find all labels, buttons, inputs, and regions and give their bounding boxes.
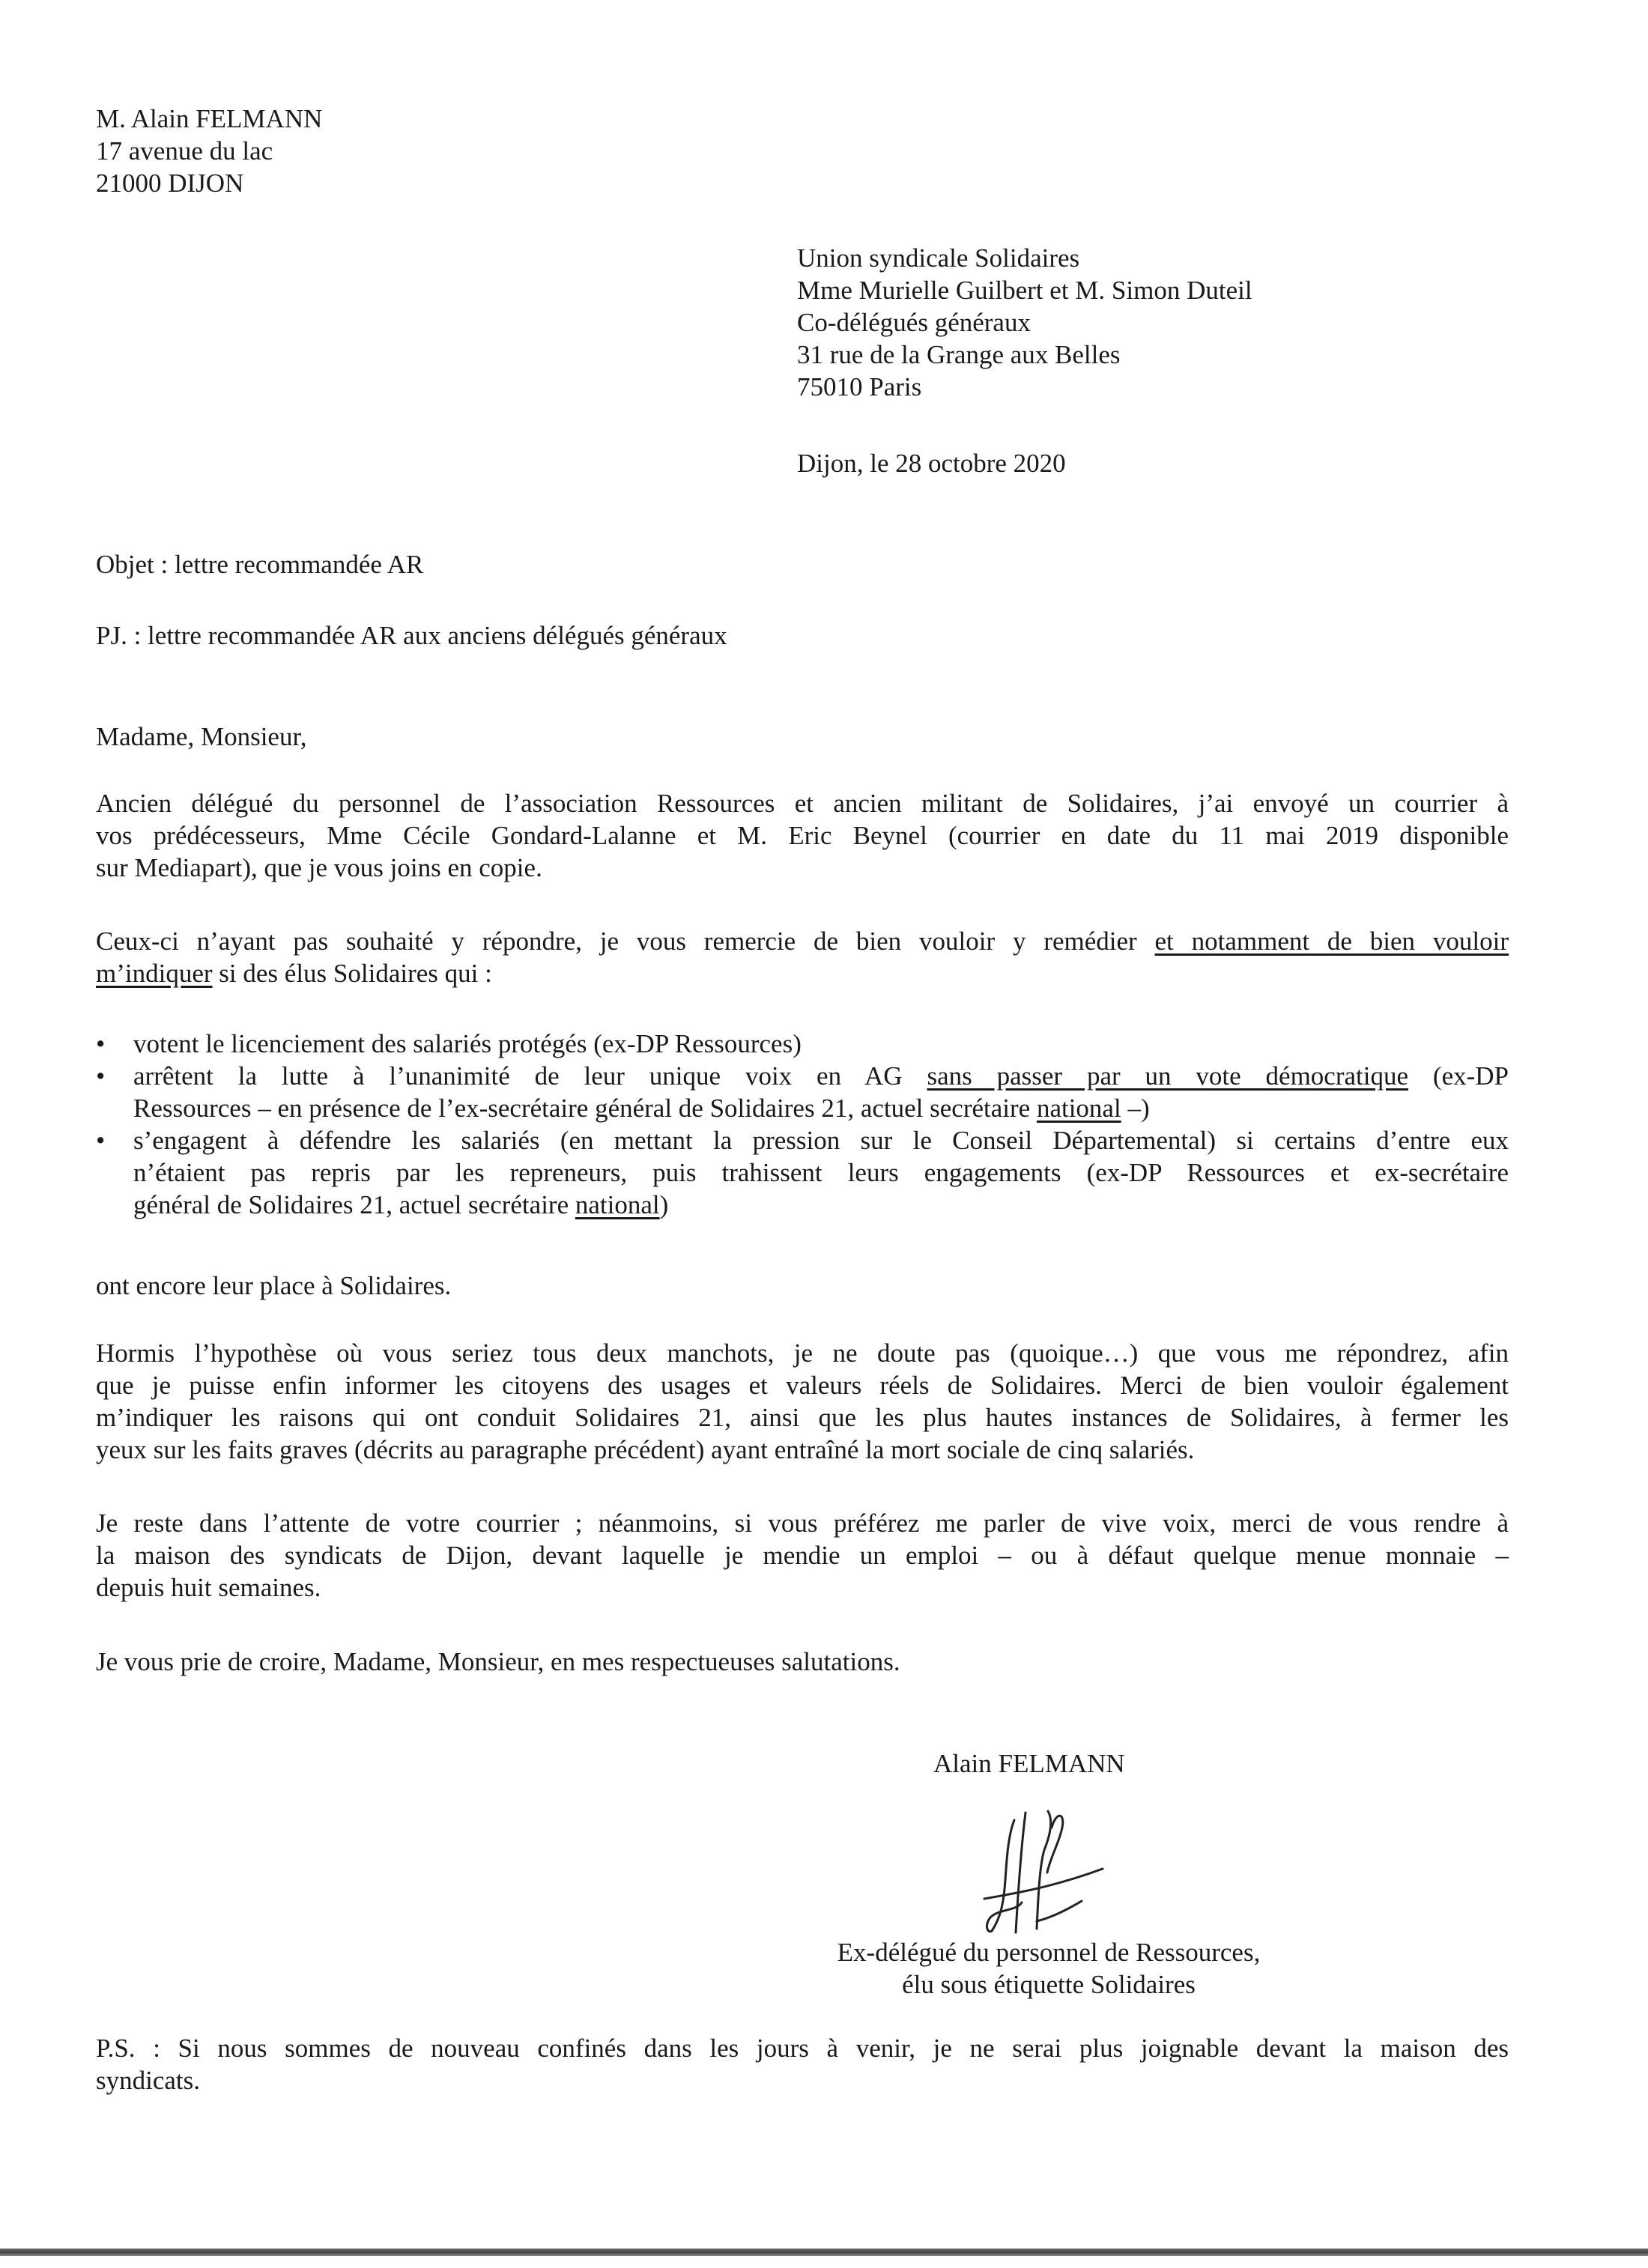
paragraph-3: ont encore leur place à Solidaires.: [96, 1271, 452, 1300]
signer-title-line: élu sous étiquette Solidaires: [902, 1970, 1196, 1999]
sender-city: 21000 DIJON: [96, 169, 244, 198]
paragraph-line: m’indiquer si des élus Solidaires qui :: [96, 959, 492, 988]
paragraph-line: la maison des syndicats de Dijon, devant laquelle je mendie un emploi – ou à défaut quelque menue monnaie –: [96, 1541, 1509, 1570]
sender-name: M. Alain FELMANN: [96, 104, 323, 133]
recipient-city: 75010 Paris: [797, 372, 922, 401]
underlined-text: m’indiquer: [96, 959, 213, 988]
letter-attachment: PJ. : lettre recommandée AR aux anciens délégués généraux: [96, 621, 727, 650]
bullet-icon: •: [96, 1061, 106, 1091]
list-item: • s’engagent à défendre les salariés (en mettant la pression sur le Conseil Départemental) si certains d’entre eux n’étaient pas repris par les repreneurs, puis trahissent leurs engagements (ex-DP Ressources et ex-secrétaire général de Solidaires 21, actuel secrétaire national): [96, 1126, 1509, 1219]
underlined-text: national: [575, 1190, 660, 1219]
sender-address: [96, 103, 322, 199]
letter-subject: Objet : lettre recommandée AR: [96, 550, 424, 579]
paragraph-2: [96, 925, 1509, 989]
paragraph-line: depuis huit semaines.: [96, 1573, 321, 1602]
underlined-text: et notamment de bien vouloir: [1154, 927, 1509, 956]
sender-street: 17 avenue du lac: [96, 136, 273, 166]
paragraph-1: [96, 787, 1509, 884]
paragraph-line: yeux sur les faits graves (décrits au paragraphe précédent) ayant entraîné la mort sociale de cinq salariés.: [96, 1435, 1195, 1464]
paragraph-line: sur Mediapart), que je vous joins en copie.: [96, 853, 542, 882]
recipient-org: Union syndicale Solidaires: [797, 243, 1080, 273]
paragraph-line: Ceux-ci n’ayant pas souhaité y répondre, je vous remercie de bien vouloir y remédier et notamment de bien vouloir: [96, 927, 1509, 956]
recipient-street: 31 rue de la Grange aux Belles: [797, 340, 1121, 369]
paragraph-4: [96, 1337, 1509, 1466]
underlined-text: national: [1036, 1094, 1121, 1123]
bullet-list: [93, 1028, 1509, 1221]
paragraph-5: [96, 1507, 1509, 1604]
recipient-names: Mme Murielle Guilbert et M. Simon Duteil: [797, 276, 1252, 305]
recipient-address: [797, 242, 1252, 403]
handwritten-signature: [969, 1805, 1112, 1940]
list-item: • arrêtent la lutte à l’unanimité de leur unique voix en AG sans passer par un vote démocratique (ex-DP Ressources – en présence de l’ex-secrétaire général de Solidaires 21, actuel secrétaire national –): [96, 1061, 1509, 1123]
closing-formula: Je vous prie de croire, Madame, Monsieur, en mes respectueuses salutations.: [96, 1647, 900, 1676]
letter-date: Dijon, le 28 octobre 2020: [797, 449, 1066, 478]
paragraph-line: syndicats.: [96, 2066, 201, 2095]
paragraph-line: Hormis l’hypothèse où vous seriez tous deux manchots, je ne doute pas (quoique…) que vous me répondrez, afin: [96, 1338, 1509, 1368]
paragraph-line: m’indiquer les raisons qui ont conduit Solidaires 21, ainsi que les plus hautes instances de Solidaires, à fermer les: [96, 1403, 1509, 1432]
paragraph-line: Je reste dans l’attente de votre courrier ; néanmoins, si vous préférez me parler de vive voix, merci de vous rendre à: [96, 1509, 1509, 1538]
scan-edge-line: [0, 2249, 1648, 2256]
bullet-icon: •: [96, 1029, 106, 1058]
salutation: Madame, Monsieur,: [96, 722, 307, 751]
postscript: [96, 2032, 1509, 2096]
signer-title: [779, 1936, 1318, 2001]
recipient-role: Co-délégués généraux: [797, 308, 1031, 337]
paragraph-line: P.S. : Si nous sommes de nouveau confinés dans les jours à venir, je ne serai plus joignable devant la maison des: [96, 2034, 1509, 2063]
signer-title-line: Ex-délégué du personnel de Ressources,: [837, 1938, 1261, 1967]
bullet-icon: •: [96, 1126, 106, 1155]
paragraph-line: Ancien délégué du personnel de l’association Ressources et ancien militant de Solidaires, j’ai envoyé un courrier à: [96, 789, 1509, 818]
list-item: • votent le licenciement des salariés protégés (ex-DP Ressources): [96, 1029, 802, 1058]
paragraph-line: vos prédécesseurs, Mme Cécile Gondard-Lalanne et M. Eric Beynel (courrier en date du 11 mai 2019 disponible: [96, 821, 1509, 850]
signer-name: Alain FELMANN: [933, 1749, 1125, 1778]
underlined-text: sans passer par un vote démocratique: [927, 1061, 1409, 1091]
paragraph-line: que je puisse enfin informer les citoyens des usages et valeurs réels de Solidaires. Merci de bien vouloir également: [96, 1371, 1509, 1400]
